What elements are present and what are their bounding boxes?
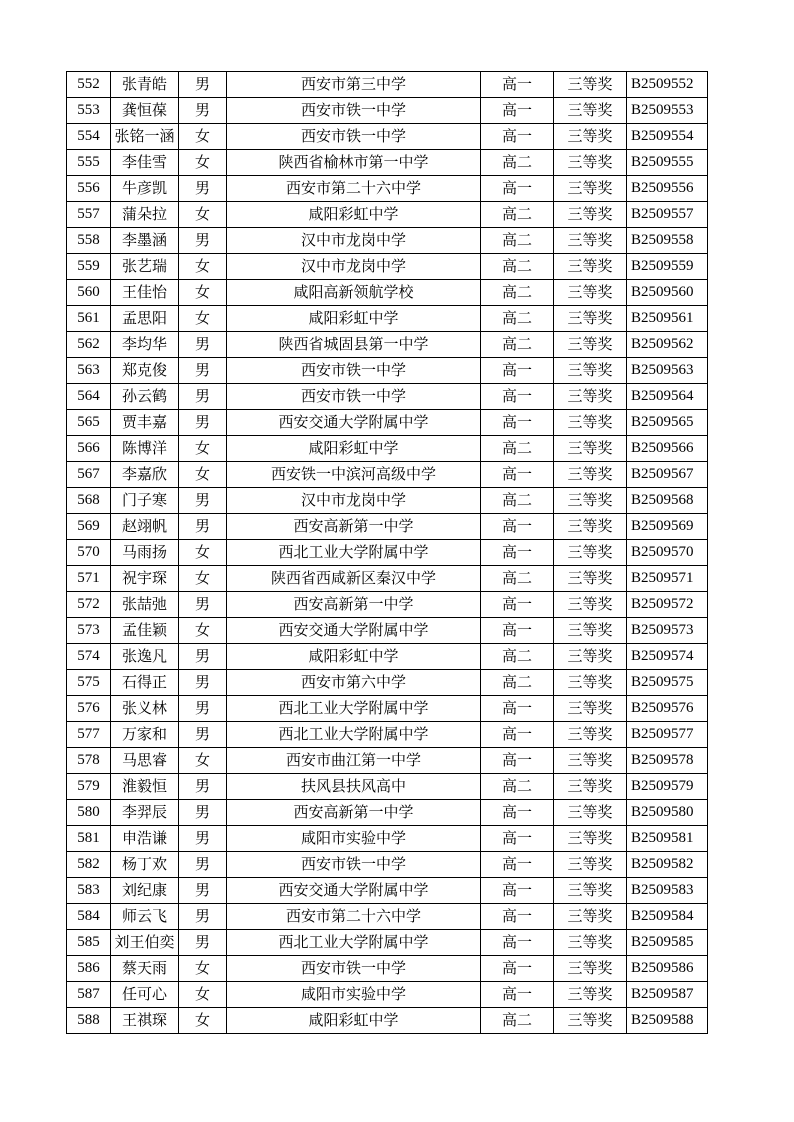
- award-cell: 三等奖: [554, 202, 627, 228]
- award-cell: 三等奖: [554, 306, 627, 332]
- gender-cell: 男: [179, 878, 227, 904]
- certificate-number-cell: B2509566: [627, 436, 708, 462]
- award-cell: 三等奖: [554, 566, 627, 592]
- award-cell: 三等奖: [554, 410, 627, 436]
- row-number-cell: 573: [67, 618, 111, 644]
- gender-cell: 男: [179, 514, 227, 540]
- student-name-cell: 李嘉欣: [111, 462, 179, 488]
- award-cell: 三等奖: [554, 384, 627, 410]
- table-row: [67, 540, 708, 566]
- school-cell: 咸阳彩虹中学: [227, 644, 481, 670]
- certificate-number-cell: B2509581: [627, 826, 708, 852]
- table-row: [67, 488, 708, 514]
- grade-cell: 高二: [481, 774, 554, 800]
- award-cell: 三等奖: [554, 488, 627, 514]
- certificate-number-cell: B2509560: [627, 280, 708, 306]
- grade-cell: 高二: [481, 150, 554, 176]
- certificate-number-cell: B2509579: [627, 774, 708, 800]
- row-number-cell: 555: [67, 150, 111, 176]
- grade-cell: 高一: [481, 124, 554, 150]
- school-cell: 西安市铁一中学: [227, 98, 481, 124]
- certificate-number-cell: B2509578: [627, 748, 708, 774]
- table-row: [67, 618, 708, 644]
- gender-cell: 女: [179, 748, 227, 774]
- grade-cell: 高一: [481, 462, 554, 488]
- school-cell: 西安市铁一中学: [227, 852, 481, 878]
- gender-cell: 男: [179, 410, 227, 436]
- award-cell: 三等奖: [554, 462, 627, 488]
- grade-cell: 高二: [481, 1008, 554, 1034]
- certificate-number-cell: B2509559: [627, 254, 708, 280]
- gender-cell: 女: [179, 202, 227, 228]
- row-number-cell: 567: [67, 462, 111, 488]
- row-number-cell: 583: [67, 878, 111, 904]
- gender-cell: 女: [179, 982, 227, 1008]
- gender-cell: 女: [179, 150, 227, 176]
- grade-cell: 高一: [481, 852, 554, 878]
- row-number-cell: 578: [67, 748, 111, 774]
- award-cell: 三等奖: [554, 176, 627, 202]
- award-cell: 三等奖: [554, 982, 627, 1008]
- school-cell: 西安高新第一中学: [227, 800, 481, 826]
- row-number-cell: 571: [67, 566, 111, 592]
- gender-cell: 男: [179, 722, 227, 748]
- table-row: [67, 150, 708, 176]
- award-cell: 三等奖: [554, 254, 627, 280]
- row-number-cell: 587: [67, 982, 111, 1008]
- row-number-cell: 574: [67, 644, 111, 670]
- certificate-number-cell: B2509562: [627, 332, 708, 358]
- grade-cell: 高二: [481, 332, 554, 358]
- table-row: [67, 410, 708, 436]
- table-row: [67, 722, 708, 748]
- school-cell: 西安交通大学附属中学: [227, 878, 481, 904]
- row-number-cell: 585: [67, 930, 111, 956]
- gender-cell: 女: [179, 540, 227, 566]
- school-cell: 咸阳彩虹中学: [227, 1008, 481, 1034]
- award-cell: 三等奖: [554, 696, 627, 722]
- gender-cell: 女: [179, 462, 227, 488]
- school-cell: 西安交通大学附属中学: [227, 410, 481, 436]
- certificate-number-cell: B2509575: [627, 670, 708, 696]
- row-number-cell: 565: [67, 410, 111, 436]
- student-name-cell: 张喆弛: [111, 592, 179, 618]
- row-number-cell: 559: [67, 254, 111, 280]
- certificate-number-cell: B2509557: [627, 202, 708, 228]
- grade-cell: 高一: [481, 176, 554, 202]
- school-cell: 西安市第二十六中学: [227, 176, 481, 202]
- award-cell: 三等奖: [554, 280, 627, 306]
- table-row: [67, 436, 708, 462]
- row-number-cell: 553: [67, 98, 111, 124]
- school-cell: 西北工业大学附属中学: [227, 696, 481, 722]
- table-row: [67, 98, 708, 124]
- row-number-cell: 556: [67, 176, 111, 202]
- gender-cell: 男: [179, 696, 227, 722]
- table-row: [67, 878, 708, 904]
- school-cell: 扶风县扶风高中: [227, 774, 481, 800]
- table-row: [67, 358, 708, 384]
- school-cell: 西安市第二十六中学: [227, 904, 481, 930]
- award-cell: 三等奖: [554, 124, 627, 150]
- student-name-cell: 孙云鹤: [111, 384, 179, 410]
- student-name-cell: 任可心: [111, 982, 179, 1008]
- gender-cell: 女: [179, 280, 227, 306]
- table-row: [67, 904, 708, 930]
- award-cell: 三等奖: [554, 514, 627, 540]
- school-cell: 西安铁一中滨河高级中学: [227, 462, 481, 488]
- certificate-number-cell: B2509573: [627, 618, 708, 644]
- student-name-cell: 贾丰嘉: [111, 410, 179, 436]
- row-number-cell: 581: [67, 826, 111, 852]
- award-cell: 三等奖: [554, 98, 627, 124]
- gender-cell: 男: [179, 774, 227, 800]
- certificate-number-cell: B2509586: [627, 956, 708, 982]
- certificate-number-cell: B2509554: [627, 124, 708, 150]
- student-name-cell: 申浩谦: [111, 826, 179, 852]
- school-cell: 西安市铁一中学: [227, 358, 481, 384]
- gender-cell: 男: [179, 800, 227, 826]
- grade-cell: 高一: [481, 540, 554, 566]
- table-row: [67, 332, 708, 358]
- student-name-cell: 杨丁欢: [111, 852, 179, 878]
- certificate-number-cell: B2509561: [627, 306, 708, 332]
- award-cell: 三等奖: [554, 228, 627, 254]
- table-row: [67, 774, 708, 800]
- school-cell: 西安高新第一中学: [227, 592, 481, 618]
- certificate-number-cell: B2509571: [627, 566, 708, 592]
- grade-cell: 高一: [481, 826, 554, 852]
- award-cell: 三等奖: [554, 1008, 627, 1034]
- certificate-number-cell: B2509572: [627, 592, 708, 618]
- award-cell: 三等奖: [554, 670, 627, 696]
- school-cell: 西安交通大学附属中学: [227, 618, 481, 644]
- grade-cell: 高一: [481, 956, 554, 982]
- gender-cell: 女: [179, 254, 227, 280]
- row-number-cell: 586: [67, 956, 111, 982]
- school-cell: 西安市第六中学: [227, 670, 481, 696]
- grade-cell: 高一: [481, 722, 554, 748]
- certificate-number-cell: B2509553: [627, 98, 708, 124]
- student-name-cell: 蒲朵拉: [111, 202, 179, 228]
- grade-cell: 高一: [481, 592, 554, 618]
- row-number-cell: 554: [67, 124, 111, 150]
- award-cell: 三等奖: [554, 852, 627, 878]
- school-cell: 咸阳彩虹中学: [227, 202, 481, 228]
- table-body: [67, 72, 708, 1034]
- row-number-cell: 566: [67, 436, 111, 462]
- student-name-cell: 石得正: [111, 670, 179, 696]
- row-number-cell: 582: [67, 852, 111, 878]
- table-row: [67, 280, 708, 306]
- grade-cell: 高一: [481, 618, 554, 644]
- certificate-number-cell: B2509582: [627, 852, 708, 878]
- award-cell: 三等奖: [554, 904, 627, 930]
- student-name-cell: 李羿辰: [111, 800, 179, 826]
- table-row: [67, 982, 708, 1008]
- student-name-cell: 赵翊帆: [111, 514, 179, 540]
- certificate-number-cell: B2509574: [627, 644, 708, 670]
- certificate-number-cell: B2509555: [627, 150, 708, 176]
- table-row: [67, 514, 708, 540]
- gender-cell: 男: [179, 176, 227, 202]
- school-cell: 咸阳市实验中学: [227, 826, 481, 852]
- school-cell: 西北工业大学附属中学: [227, 930, 481, 956]
- award-cell: 三等奖: [554, 748, 627, 774]
- student-name-cell: 门子寒: [111, 488, 179, 514]
- grade-cell: 高一: [481, 696, 554, 722]
- row-number-cell: 568: [67, 488, 111, 514]
- table-row: [67, 176, 708, 202]
- award-cell: 三等奖: [554, 774, 627, 800]
- row-number-cell: 588: [67, 1008, 111, 1034]
- table-row: [67, 1008, 708, 1034]
- gender-cell: 男: [179, 72, 227, 98]
- table-row: [67, 72, 708, 98]
- award-list-table: [66, 71, 708, 1034]
- row-number-cell: 575: [67, 670, 111, 696]
- student-name-cell: 李佳雪: [111, 150, 179, 176]
- row-number-cell: 577: [67, 722, 111, 748]
- grade-cell: 高一: [481, 904, 554, 930]
- certificate-number-cell: B2509576: [627, 696, 708, 722]
- table-row: [67, 644, 708, 670]
- award-cell: 三等奖: [554, 540, 627, 566]
- student-name-cell: 王祺琛: [111, 1008, 179, 1034]
- grade-cell: 高一: [481, 358, 554, 384]
- grade-cell: 高二: [481, 436, 554, 462]
- grade-cell: 高二: [481, 254, 554, 280]
- award-cell: 三等奖: [554, 150, 627, 176]
- school-cell: 汉中市龙岗中学: [227, 488, 481, 514]
- table-row: [67, 956, 708, 982]
- gender-cell: 男: [179, 930, 227, 956]
- row-number-cell: 561: [67, 306, 111, 332]
- student-name-cell: 张艺瑞: [111, 254, 179, 280]
- certificate-number-cell: B2509567: [627, 462, 708, 488]
- certificate-number-cell: B2509563: [627, 358, 708, 384]
- grade-cell: 高二: [481, 306, 554, 332]
- award-cell: 三等奖: [554, 722, 627, 748]
- table-row: [67, 930, 708, 956]
- row-number-cell: 584: [67, 904, 111, 930]
- gender-cell: 男: [179, 384, 227, 410]
- award-cell: 三等奖: [554, 618, 627, 644]
- school-cell: 陕西省榆林市第一中学: [227, 150, 481, 176]
- certificate-number-cell: B2509580: [627, 800, 708, 826]
- school-cell: 陕西省西咸新区秦汉中学: [227, 566, 481, 592]
- gender-cell: 男: [179, 98, 227, 124]
- grade-cell: 高二: [481, 644, 554, 670]
- student-name-cell: 淮毅恒: [111, 774, 179, 800]
- grade-cell: 高二: [481, 280, 554, 306]
- table-row: [67, 670, 708, 696]
- award-cell: 三等奖: [554, 826, 627, 852]
- certificate-number-cell: B2509570: [627, 540, 708, 566]
- certificate-number-cell: B2509558: [627, 228, 708, 254]
- student-name-cell: 李墨涵: [111, 228, 179, 254]
- award-cell: 三等奖: [554, 644, 627, 670]
- gender-cell: 女: [179, 618, 227, 644]
- gender-cell: 男: [179, 852, 227, 878]
- student-name-cell: 万家和: [111, 722, 179, 748]
- school-cell: 咸阳市实验中学: [227, 982, 481, 1008]
- row-number-cell: 579: [67, 774, 111, 800]
- school-cell: 陕西省城固县第一中学: [227, 332, 481, 358]
- certificate-number-cell: B2509556: [627, 176, 708, 202]
- grade-cell: 高一: [481, 98, 554, 124]
- gender-cell: 男: [179, 904, 227, 930]
- student-name-cell: 祝宇琛: [111, 566, 179, 592]
- student-name-cell: 刘纪康: [111, 878, 179, 904]
- row-number-cell: 557: [67, 202, 111, 228]
- award-cell: 三等奖: [554, 436, 627, 462]
- table-row: [67, 852, 708, 878]
- grade-cell: 高一: [481, 514, 554, 540]
- school-cell: 西安市铁一中学: [227, 124, 481, 150]
- grade-cell: 高二: [481, 566, 554, 592]
- school-cell: 西安市曲江第一中学: [227, 748, 481, 774]
- student-name-cell: 李均华: [111, 332, 179, 358]
- gender-cell: 女: [179, 566, 227, 592]
- grade-cell: 高一: [481, 748, 554, 774]
- grade-cell: 高二: [481, 202, 554, 228]
- student-name-cell: 王佳怡: [111, 280, 179, 306]
- school-cell: 西安市铁一中学: [227, 956, 481, 982]
- student-name-cell: 师云飞: [111, 904, 179, 930]
- certificate-number-cell: B2509568: [627, 488, 708, 514]
- gender-cell: 男: [179, 332, 227, 358]
- row-number-cell: 576: [67, 696, 111, 722]
- table-row: [67, 254, 708, 280]
- gender-cell: 女: [179, 1008, 227, 1034]
- certificate-number-cell: B2509569: [627, 514, 708, 540]
- gender-cell: 女: [179, 306, 227, 332]
- student-name-cell: 刘王伯奕: [111, 930, 179, 956]
- student-name-cell: 陈博洋: [111, 436, 179, 462]
- table-row: [67, 826, 708, 852]
- certificate-number-cell: B2509564: [627, 384, 708, 410]
- table-row: [67, 124, 708, 150]
- certificate-number-cell: B2509585: [627, 930, 708, 956]
- table-row: [67, 566, 708, 592]
- school-cell: 西安市铁一中学: [227, 384, 481, 410]
- grade-cell: 高一: [481, 410, 554, 436]
- award-cell: 三等奖: [554, 592, 627, 618]
- certificate-number-cell: B2509587: [627, 982, 708, 1008]
- student-name-cell: 张铭一涵: [111, 124, 179, 150]
- student-name-cell: 张青皓: [111, 72, 179, 98]
- table-row: [67, 228, 708, 254]
- grade-cell: 高一: [481, 800, 554, 826]
- school-cell: 西北工业大学附属中学: [227, 540, 481, 566]
- gender-cell: 男: [179, 358, 227, 384]
- grade-cell: 高一: [481, 72, 554, 98]
- row-number-cell: 572: [67, 592, 111, 618]
- gender-cell: 男: [179, 488, 227, 514]
- student-name-cell: 郑克俊: [111, 358, 179, 384]
- certificate-number-cell: B2509565: [627, 410, 708, 436]
- row-number-cell: 562: [67, 332, 111, 358]
- award-cell: 三等奖: [554, 878, 627, 904]
- school-cell: 西北工业大学附属中学: [227, 722, 481, 748]
- student-name-cell: 张义林: [111, 696, 179, 722]
- table-row: [67, 306, 708, 332]
- gender-cell: 男: [179, 826, 227, 852]
- gender-cell: 男: [179, 592, 227, 618]
- table-row: [67, 462, 708, 488]
- grade-cell: 高二: [481, 228, 554, 254]
- table-row: [67, 384, 708, 410]
- certificate-number-cell: B2509552: [627, 72, 708, 98]
- table-row: [67, 202, 708, 228]
- certificate-number-cell: B2509577: [627, 722, 708, 748]
- gender-cell: 男: [179, 644, 227, 670]
- gender-cell: 男: [179, 670, 227, 696]
- grade-cell: 高一: [481, 384, 554, 410]
- student-name-cell: 张逸凡: [111, 644, 179, 670]
- award-cell: 三等奖: [554, 800, 627, 826]
- student-name-cell: 孟佳颖: [111, 618, 179, 644]
- grade-cell: 高一: [481, 878, 554, 904]
- grade-cell: 高一: [481, 982, 554, 1008]
- grade-cell: 高一: [481, 930, 554, 956]
- row-number-cell: 552: [67, 72, 111, 98]
- school-cell: 汉中市龙岗中学: [227, 254, 481, 280]
- row-number-cell: 563: [67, 358, 111, 384]
- student-name-cell: 马思睿: [111, 748, 179, 774]
- student-name-cell: 牛彦凯: [111, 176, 179, 202]
- student-name-cell: 孟思阳: [111, 306, 179, 332]
- school-cell: 咸阳彩虹中学: [227, 306, 481, 332]
- certificate-number-cell: B2509583: [627, 878, 708, 904]
- school-cell: 西安市第三中学: [227, 72, 481, 98]
- grade-cell: 高二: [481, 488, 554, 514]
- student-name-cell: 龚恒葆: [111, 98, 179, 124]
- award-cell: 三等奖: [554, 358, 627, 384]
- table-row: [67, 592, 708, 618]
- row-number-cell: 580: [67, 800, 111, 826]
- row-number-cell: 560: [67, 280, 111, 306]
- table-row: [67, 748, 708, 774]
- school-cell: 汉中市龙岗中学: [227, 228, 481, 254]
- certificate-number-cell: B2509588: [627, 1008, 708, 1034]
- award-cell: 三等奖: [554, 332, 627, 358]
- table-row: [67, 800, 708, 826]
- award-cell: 三等奖: [554, 956, 627, 982]
- award-cell: 三等奖: [554, 930, 627, 956]
- certificate-number-cell: B2509584: [627, 904, 708, 930]
- gender-cell: 男: [179, 228, 227, 254]
- row-number-cell: 564: [67, 384, 111, 410]
- award-cell: 三等奖: [554, 72, 627, 98]
- row-number-cell: 558: [67, 228, 111, 254]
- gender-cell: 女: [179, 956, 227, 982]
- school-cell: 咸阳高新领航学校: [227, 280, 481, 306]
- grade-cell: 高二: [481, 670, 554, 696]
- student-name-cell: 蔡天雨: [111, 956, 179, 982]
- school-cell: 西安高新第一中学: [227, 514, 481, 540]
- gender-cell: 女: [179, 436, 227, 462]
- gender-cell: 女: [179, 124, 227, 150]
- row-number-cell: 569: [67, 514, 111, 540]
- school-cell: 咸阳彩虹中学: [227, 436, 481, 462]
- student-name-cell: 马雨扬: [111, 540, 179, 566]
- row-number-cell: 570: [67, 540, 111, 566]
- table-row: [67, 696, 708, 722]
